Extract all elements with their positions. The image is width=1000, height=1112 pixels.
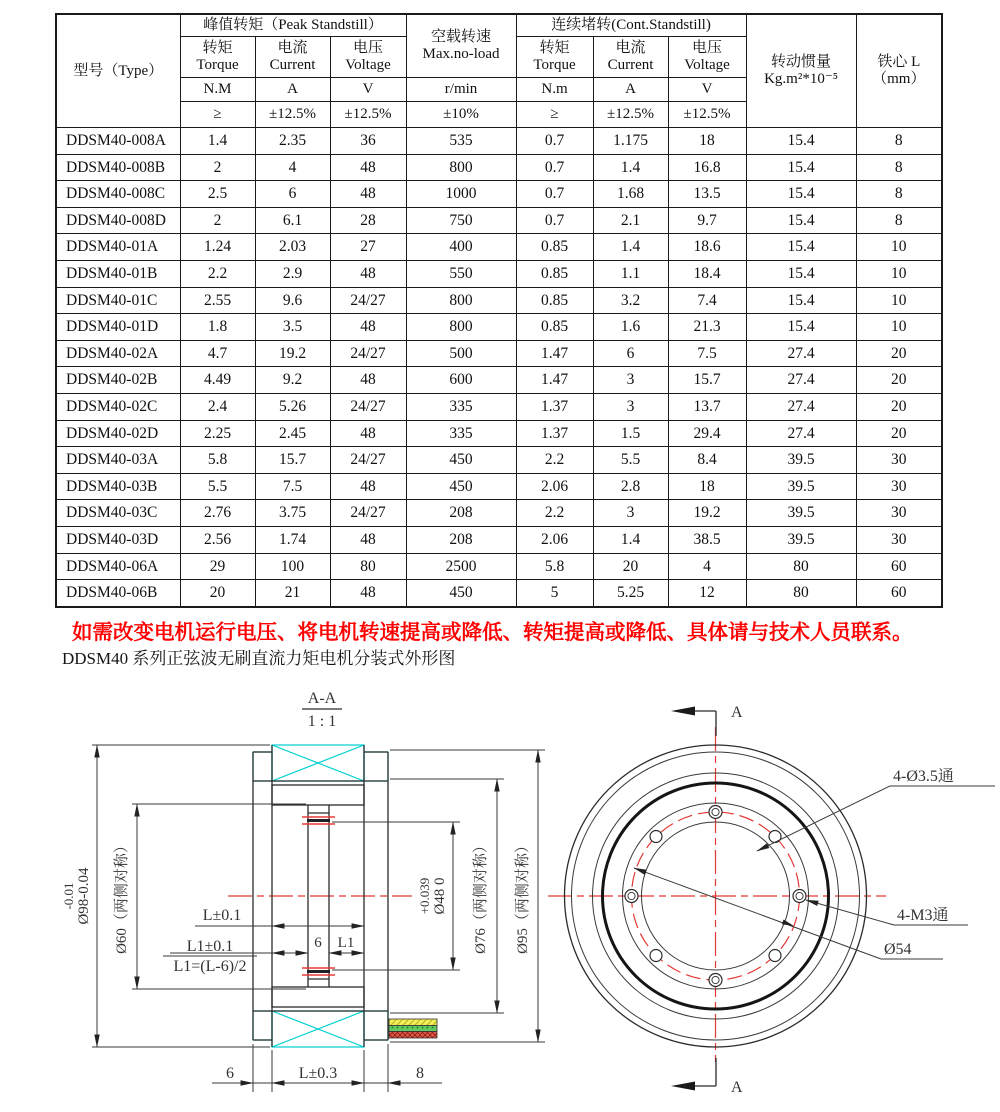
header-inertia-unit: Kg.m²*10⁻⁵ bbox=[764, 71, 838, 87]
cell-value: 800 bbox=[406, 154, 516, 181]
cell-value: 30 bbox=[856, 500, 942, 527]
cell-value: 28 bbox=[330, 207, 406, 234]
cell-value: 1.74 bbox=[255, 526, 330, 553]
end-winding-left-top bbox=[253, 752, 272, 781]
cell-value: 15.4 bbox=[746, 314, 856, 341]
table-row bbox=[56, 367, 942, 394]
cell-type: DDSM40-008A bbox=[56, 128, 180, 155]
cell-value: 20 bbox=[856, 420, 942, 447]
cell-value: 2 bbox=[180, 207, 255, 234]
section-arrow-icon bbox=[671, 1082, 695, 1091]
cell-value: 8 bbox=[856, 154, 942, 181]
cell-value: 21 bbox=[255, 580, 330, 607]
cell-value: 48 bbox=[330, 367, 406, 394]
label: Torque bbox=[196, 57, 239, 73]
dim-L1: L1±0.1 bbox=[186, 938, 234, 955]
cell-value: 16.8 bbox=[668, 154, 746, 181]
spec-table-body bbox=[56, 128, 942, 607]
cell-value: 1.4 bbox=[593, 154, 668, 181]
cell-value: 4 bbox=[668, 553, 746, 580]
cell-value: 0.85 bbox=[516, 287, 593, 314]
cell-value: 6 bbox=[255, 181, 330, 208]
cell-value: 15.4 bbox=[746, 234, 856, 261]
cell-value: 6 bbox=[593, 340, 668, 367]
tol-cont-torque: ≥ bbox=[516, 102, 593, 128]
cell-value: 10 bbox=[856, 314, 942, 341]
cell-type: DDSM40-02C bbox=[56, 393, 180, 420]
table-row bbox=[56, 447, 942, 474]
header-row-groups bbox=[56, 14, 942, 37]
cell-value: 29 bbox=[180, 553, 255, 580]
dim-segL1: L1 bbox=[337, 935, 355, 951]
header-core bbox=[856, 14, 942, 128]
cell-value: 19.2 bbox=[255, 340, 330, 367]
header-peak-current bbox=[255, 37, 330, 78]
cell-value: 8 bbox=[856, 181, 942, 208]
cell-value: 15.4 bbox=[746, 260, 856, 287]
unit-peak-voltage: V bbox=[330, 78, 406, 102]
cell-value: 1.68 bbox=[593, 181, 668, 208]
table-row bbox=[56, 500, 942, 527]
cell-value: 450 bbox=[406, 473, 516, 500]
cell-type: DDSM40-01D bbox=[56, 314, 180, 341]
section-letter-bottom: A bbox=[731, 1079, 743, 1096]
cell-value: 48 bbox=[330, 473, 406, 500]
cell-value: 15.4 bbox=[746, 128, 856, 155]
label: Voltage bbox=[345, 57, 391, 73]
dim-d98-tolerance: -0.01 bbox=[61, 882, 76, 910]
tol-peak-voltage: ±12.5% bbox=[330, 102, 406, 128]
cell-value: 3.75 bbox=[255, 500, 330, 527]
cell-value: 2500 bbox=[406, 553, 516, 580]
cell-value: 1.1 bbox=[593, 260, 668, 287]
cell-value: 39.5 bbox=[746, 500, 856, 527]
header-peak-voltage bbox=[330, 37, 406, 78]
table-row bbox=[56, 234, 942, 261]
header-inertia bbox=[746, 14, 856, 128]
header-core-unit: （mm） bbox=[872, 71, 926, 87]
cell-value: 60 bbox=[856, 580, 942, 607]
cell-value: 0.85 bbox=[516, 314, 593, 341]
cell-value: 39.5 bbox=[746, 447, 856, 474]
cell-value: 27 bbox=[330, 234, 406, 261]
section-letter-top: A bbox=[731, 704, 743, 721]
cell-value: 100 bbox=[255, 553, 330, 580]
tol-peak-current: ±12.5% bbox=[255, 102, 330, 128]
table-row bbox=[56, 393, 942, 420]
cell-value: 2.25 bbox=[180, 420, 255, 447]
cell-value: 38.5 bbox=[668, 526, 746, 553]
dim-bottom8: 8 bbox=[416, 1065, 424, 1082]
cell-value: 500 bbox=[406, 340, 516, 367]
cell-value: 2.9 bbox=[255, 260, 330, 287]
table-row bbox=[56, 580, 942, 607]
cell-value: 2.5 bbox=[180, 181, 255, 208]
winding-hatch-top bbox=[272, 745, 364, 781]
cell-value: 1.37 bbox=[516, 420, 593, 447]
end-winding-left-bottom bbox=[253, 1011, 272, 1040]
section-title: A-A bbox=[307, 690, 337, 707]
cell-value: 5.5 bbox=[180, 473, 255, 500]
label: 电流 bbox=[615, 40, 646, 57]
cell-value: 80 bbox=[746, 553, 856, 580]
cell-value: 1.37 bbox=[516, 393, 593, 420]
cell-value: 3 bbox=[593, 393, 668, 420]
label: 电压 bbox=[692, 40, 723, 57]
cell-type: DDSM40-06B bbox=[56, 580, 180, 607]
label: 转矩 bbox=[202, 40, 233, 57]
cell-value: 3.5 bbox=[255, 314, 330, 341]
cell-value: 48 bbox=[330, 260, 406, 287]
dim-L: L±0.1 bbox=[202, 907, 242, 924]
dim-seg6: 6 bbox=[314, 935, 322, 951]
warning-text: 如需改变电机运行电压、将电机转速提高或降低、转矩提高或降低、具体请与技术人员联系。 bbox=[72, 622, 913, 644]
cell-value: 550 bbox=[406, 260, 516, 287]
dim-d95: Ø95（两侧对称） bbox=[515, 838, 531, 954]
cell-value: 450 bbox=[406, 580, 516, 607]
cell-value: 24/27 bbox=[330, 447, 406, 474]
unit-peak-current: A bbox=[255, 78, 330, 102]
cell-value: 2.45 bbox=[255, 420, 330, 447]
label: Current bbox=[607, 57, 654, 73]
cross-section-view bbox=[61, 690, 545, 1092]
cell-value: 5.5 bbox=[593, 447, 668, 474]
header-noload bbox=[406, 14, 516, 78]
cell-value: 18 bbox=[668, 473, 746, 500]
cell-value: 1.47 bbox=[516, 367, 593, 394]
cell-value: 450 bbox=[406, 447, 516, 474]
header-peak-torque bbox=[180, 37, 255, 78]
header-cont-group: 连续堵转(Cont.Standstill) bbox=[516, 14, 746, 37]
cell-value: 1.6 bbox=[593, 314, 668, 341]
cell-value: 30 bbox=[856, 526, 942, 553]
cell-value: 21.3 bbox=[668, 314, 746, 341]
cell-value: 2.76 bbox=[180, 500, 255, 527]
cell-value: 750 bbox=[406, 207, 516, 234]
section-marker-bottom bbox=[671, 1058, 743, 1096]
cell-value: 24/27 bbox=[330, 393, 406, 420]
table-row bbox=[56, 181, 942, 208]
cell-value: 7.4 bbox=[668, 287, 746, 314]
cell-value: 19.2 bbox=[668, 500, 746, 527]
cell-value: 36 bbox=[330, 128, 406, 155]
cell-value: 1.4 bbox=[180, 128, 255, 155]
magnet-bottom bbox=[272, 987, 364, 1007]
cell-value: 2.2 bbox=[516, 500, 593, 527]
cell-value: 80 bbox=[746, 580, 856, 607]
cell-type: DDSM40-03A bbox=[56, 447, 180, 474]
cell-type: DDSM40-06A bbox=[56, 553, 180, 580]
outline-drawing bbox=[0, 672, 1000, 1112]
cell-value: 30 bbox=[856, 473, 942, 500]
cell-value: 335 bbox=[406, 393, 516, 420]
cell-value: 1.8 bbox=[180, 314, 255, 341]
section-arrow-icon bbox=[671, 707, 695, 716]
cell-value: 1.47 bbox=[516, 340, 593, 367]
cell-value: 29.4 bbox=[668, 420, 746, 447]
unit-cont-torque: N.m bbox=[516, 78, 593, 102]
cell-value: 600 bbox=[406, 367, 516, 394]
cell-value: 4.7 bbox=[180, 340, 255, 367]
cell-value: 1000 bbox=[406, 181, 516, 208]
cell-value: 60 bbox=[856, 553, 942, 580]
spec-table bbox=[55, 13, 943, 608]
cell-value: 13.7 bbox=[668, 393, 746, 420]
header-core-cn: 铁心 L bbox=[877, 54, 921, 71]
cell-value: 6.1 bbox=[255, 207, 330, 234]
cell-value: 535 bbox=[406, 128, 516, 155]
table-row bbox=[56, 154, 942, 181]
cell-value: 0.85 bbox=[516, 234, 593, 261]
label-bolt-circle: Ø54 bbox=[884, 941, 912, 958]
unit-peak-torque: N.M bbox=[180, 78, 255, 102]
cell-value: 9.7 bbox=[668, 207, 746, 234]
leader-through-holes bbox=[757, 786, 995, 851]
label-through-holes: 4-Ø3.5通 bbox=[893, 768, 954, 785]
unit-speed: r/min bbox=[406, 78, 516, 102]
cell-value: 3 bbox=[593, 367, 668, 394]
dim-L1-formula: L1=(L-6)/2 bbox=[173, 958, 247, 975]
cell-value: 3.2 bbox=[593, 287, 668, 314]
cell-value: 18 bbox=[668, 128, 746, 155]
cell-value: 1.4 bbox=[593, 234, 668, 261]
cell-value: 4 bbox=[255, 154, 330, 181]
cell-value: 400 bbox=[406, 234, 516, 261]
cell-value: 8 bbox=[856, 128, 942, 155]
cell-value: 15.4 bbox=[746, 181, 856, 208]
figure-caption: DDSM40 系列正弦波无刷直流力矩电机分装式外形图 bbox=[62, 649, 456, 668]
cell-value: 39.5 bbox=[746, 473, 856, 500]
header-cont-current bbox=[593, 37, 668, 78]
label: 转矩 bbox=[539, 40, 570, 57]
label: Voltage bbox=[684, 57, 730, 73]
cell-value: 48 bbox=[330, 154, 406, 181]
table-row bbox=[56, 287, 942, 314]
cell-value: 0.7 bbox=[516, 207, 593, 234]
cell-value: 24/27 bbox=[330, 340, 406, 367]
cell-value: 15.4 bbox=[746, 207, 856, 234]
cell-value: 27.4 bbox=[746, 393, 856, 420]
unit-cont-voltage: V bbox=[668, 78, 746, 102]
cell-value: 2.1 bbox=[593, 207, 668, 234]
cell-value: 9.6 bbox=[255, 287, 330, 314]
table-row bbox=[56, 526, 942, 553]
end-view bbox=[548, 704, 995, 1096]
cell-value: 2.03 bbox=[255, 234, 330, 261]
label: 电流 bbox=[277, 40, 308, 57]
cell-value: 2.2 bbox=[516, 447, 593, 474]
section-scale: 1 : 1 bbox=[307, 713, 337, 730]
header-inertia-cn: 转动惯量 bbox=[771, 54, 832, 71]
dim-d98: Ø98-0.04 bbox=[76, 867, 92, 925]
dim-d48: Ø48 0 bbox=[432, 877, 448, 915]
cell-value: 7.5 bbox=[668, 340, 746, 367]
dim-bottom6: 6 bbox=[226, 1065, 234, 1082]
tol-peak-torque: ≥ bbox=[180, 102, 255, 128]
lead-wires bbox=[389, 1019, 437, 1038]
cell-value: 2.4 bbox=[180, 393, 255, 420]
header-cont-voltage bbox=[668, 37, 746, 78]
dim-d48-tolerance: +0.039 bbox=[417, 877, 432, 915]
cell-value: 5.25 bbox=[593, 580, 668, 607]
header-peak-group: 峰值转矩（Peak Standstill） bbox=[180, 14, 406, 37]
header-noload-cn: 空载转速 bbox=[431, 29, 492, 46]
cell-value: 335 bbox=[406, 420, 516, 447]
table-row bbox=[56, 314, 942, 341]
cell-type: DDSM40-01C bbox=[56, 287, 180, 314]
label: 电压 bbox=[353, 40, 384, 57]
cell-value: 2 bbox=[180, 154, 255, 181]
label-tapped-holes: 4-M3通 bbox=[897, 907, 949, 924]
cell-value: 15.4 bbox=[746, 154, 856, 181]
cell-type: DDSM40-008C bbox=[56, 181, 180, 208]
cell-value: 208 bbox=[406, 526, 516, 553]
cell-value: 2.56 bbox=[180, 526, 255, 553]
cell-type: DDSM40-02B bbox=[56, 367, 180, 394]
cell-type: DDSM40-01A bbox=[56, 234, 180, 261]
cell-value: 2.8 bbox=[593, 473, 668, 500]
cell-value: 3 bbox=[593, 500, 668, 527]
cell-value: 0.85 bbox=[516, 260, 593, 287]
tol-speed: ±10% bbox=[406, 102, 516, 128]
cell-value: 5.26 bbox=[255, 393, 330, 420]
cell-value: 2.55 bbox=[180, 287, 255, 314]
cell-value: 8.4 bbox=[668, 447, 746, 474]
cell-value: 48 bbox=[330, 181, 406, 208]
table-row bbox=[56, 207, 942, 234]
table-row bbox=[56, 128, 942, 155]
cell-value: 7.5 bbox=[255, 473, 330, 500]
cell-value: 20 bbox=[856, 367, 942, 394]
winding-hatch-bottom bbox=[272, 1011, 364, 1047]
cell-value: 24/27 bbox=[330, 287, 406, 314]
cell-value: 48 bbox=[330, 526, 406, 553]
spec-table-head bbox=[56, 14, 942, 128]
unit-cont-current: A bbox=[593, 78, 668, 102]
cell-value: 5 bbox=[516, 580, 593, 607]
dim-bottomL: L±0.3 bbox=[298, 1065, 338, 1082]
cell-value: 800 bbox=[406, 287, 516, 314]
dim-d76: Ø76（两侧对称） bbox=[473, 838, 489, 954]
cell-value: 1.5 bbox=[593, 420, 668, 447]
seal-detail-top bbox=[302, 817, 335, 824]
section-marker-top bbox=[671, 704, 743, 736]
cell-value: 24/27 bbox=[330, 500, 406, 527]
cell-value: 0.7 bbox=[516, 128, 593, 155]
cell-value: 27.4 bbox=[746, 340, 856, 367]
cell-value: 10 bbox=[856, 287, 942, 314]
cell-value: 208 bbox=[406, 500, 516, 527]
cell-value: 15.4 bbox=[746, 287, 856, 314]
cell-value: 4.49 bbox=[180, 367, 255, 394]
magnet-top bbox=[272, 785, 364, 805]
cell-value: 15.7 bbox=[255, 447, 330, 474]
cell-value: 20 bbox=[593, 553, 668, 580]
cell-value: 27.4 bbox=[746, 367, 856, 394]
cell-value: 20 bbox=[856, 393, 942, 420]
table-row bbox=[56, 553, 942, 580]
cell-type: DDSM40-008B bbox=[56, 154, 180, 181]
cell-type: DDSM40-03B bbox=[56, 473, 180, 500]
cell-value: 18.6 bbox=[668, 234, 746, 261]
cell-type: DDSM40-03C bbox=[56, 500, 180, 527]
cell-value: 18.4 bbox=[668, 260, 746, 287]
cell-value: 15.7 bbox=[668, 367, 746, 394]
end-winding-right-bottom bbox=[364, 1011, 388, 1040]
cell-value: 13.5 bbox=[668, 181, 746, 208]
cell-value: 1.24 bbox=[180, 234, 255, 261]
table-row bbox=[56, 473, 942, 500]
cell-value: 20 bbox=[180, 580, 255, 607]
cell-value: 30 bbox=[856, 447, 942, 474]
table-row bbox=[56, 340, 942, 367]
cell-value: 12 bbox=[668, 580, 746, 607]
label: Current bbox=[269, 57, 316, 73]
cell-type: DDSM40-008D bbox=[56, 207, 180, 234]
cell-value: 1.4 bbox=[593, 526, 668, 553]
header-type: 型号（Type） bbox=[56, 14, 180, 128]
cell-value: 0.7 bbox=[516, 181, 593, 208]
cell-value: 20 bbox=[856, 340, 942, 367]
cell-value: 2.06 bbox=[516, 526, 593, 553]
cell-value: 2.2 bbox=[180, 260, 255, 287]
cell-type: DDSM40-02A bbox=[56, 340, 180, 367]
cell-value: 800 bbox=[406, 314, 516, 341]
cell-value: 27.4 bbox=[746, 420, 856, 447]
cell-value: 39.5 bbox=[746, 526, 856, 553]
cell-value: 5.8 bbox=[516, 553, 593, 580]
cell-value: 48 bbox=[330, 580, 406, 607]
seal-detail-bottom bbox=[302, 968, 335, 975]
cell-value: 10 bbox=[856, 234, 942, 261]
cell-type: DDSM40-03D bbox=[56, 526, 180, 553]
cell-value: 8 bbox=[856, 207, 942, 234]
cell-value: 2.35 bbox=[255, 128, 330, 155]
cell-value: 10 bbox=[856, 260, 942, 287]
tol-cont-voltage: ±12.5% bbox=[668, 102, 746, 128]
cell-value: 1.175 bbox=[593, 128, 668, 155]
label: Torque bbox=[533, 57, 576, 73]
cell-value: 48 bbox=[330, 314, 406, 341]
header-noload-en: Max.no-load bbox=[422, 46, 500, 62]
end-winding-right-top bbox=[364, 752, 388, 781]
table-row bbox=[56, 260, 942, 287]
header-cont-torque bbox=[516, 37, 593, 78]
table-row bbox=[56, 420, 942, 447]
cell-value: 5.8 bbox=[180, 447, 255, 474]
cell-type: DDSM40-01B bbox=[56, 260, 180, 287]
cell-value: 48 bbox=[330, 420, 406, 447]
tol-cont-current: ±12.5% bbox=[593, 102, 668, 128]
cell-value: 2.06 bbox=[516, 473, 593, 500]
cell-value: 9.2 bbox=[255, 367, 330, 394]
cell-type: DDSM40-02D bbox=[56, 420, 180, 447]
cell-value: 80 bbox=[330, 553, 406, 580]
cell-value: 0.7 bbox=[516, 154, 593, 181]
dim-d60: Ø60（两侧对称） bbox=[114, 838, 130, 954]
